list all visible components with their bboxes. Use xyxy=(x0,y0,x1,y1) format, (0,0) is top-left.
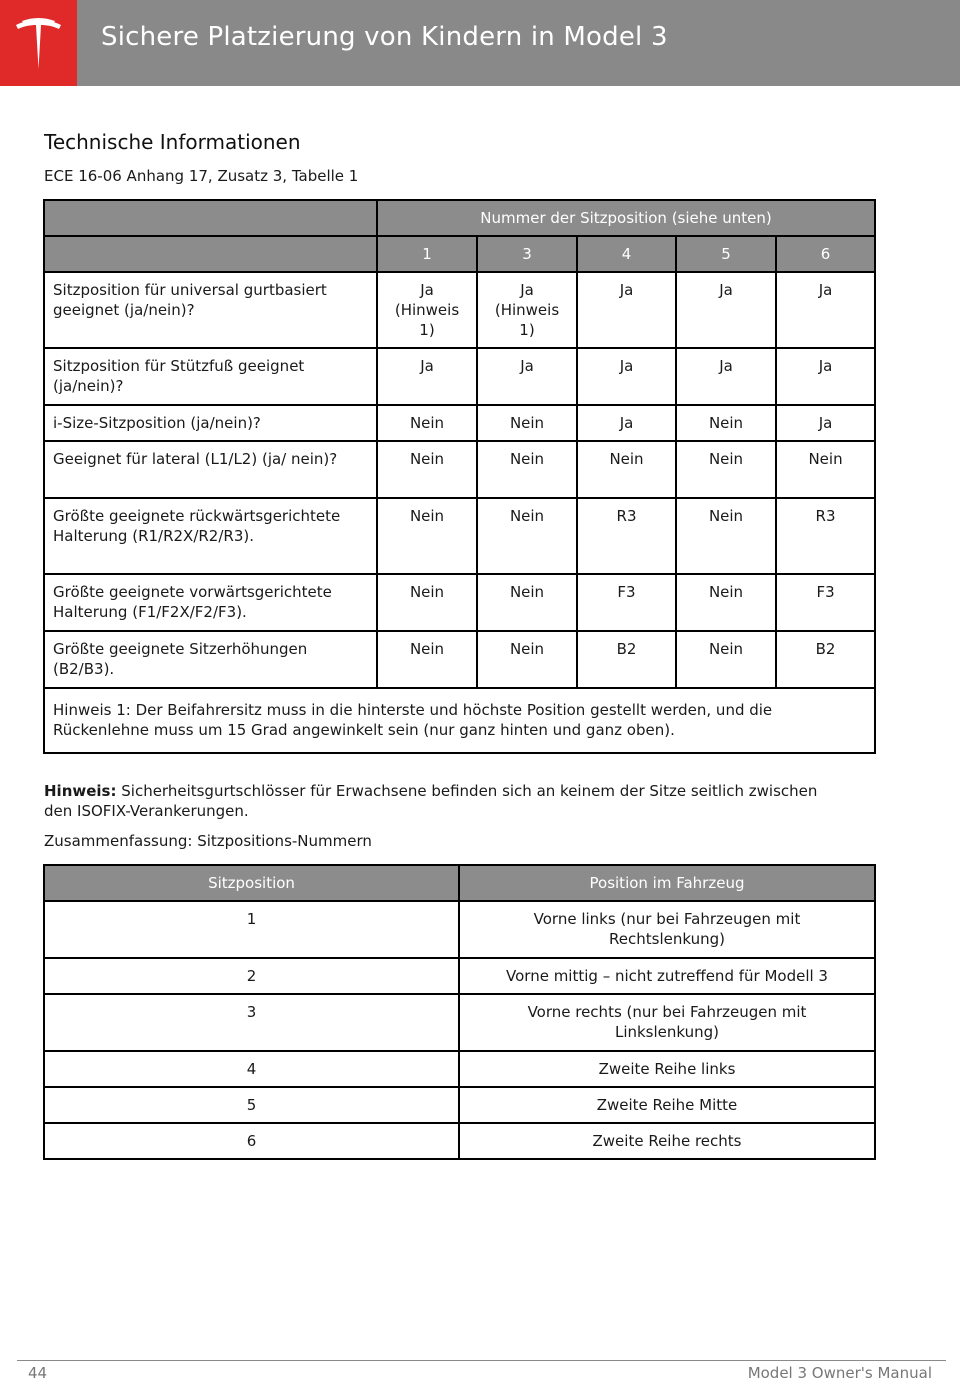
seat-suitability-table xyxy=(43,199,876,754)
summary-heading: Zusammenfassung: Sitzpositions-Nummern xyxy=(44,832,372,850)
cell-value: Nein xyxy=(477,498,577,574)
table-row xyxy=(44,405,875,441)
note-row xyxy=(44,688,875,753)
cell-value: Ja xyxy=(377,348,477,405)
row-label: Größte geeignete vorwärtsgerichtete Halterung (F1/F2X/F2/F3). xyxy=(44,574,377,631)
seat-number-cell: 1 xyxy=(44,901,459,958)
position-cell: Zweite Reihe rechts xyxy=(459,1123,875,1159)
seat-number-cell: 2 xyxy=(44,958,459,994)
cell-value: Ja xyxy=(577,272,676,348)
cell-value: Nein xyxy=(776,441,875,498)
table-row xyxy=(44,348,875,405)
row-label: Größte geeignete Sitzerhöhungen (B2/B3). xyxy=(44,631,377,688)
table-row xyxy=(44,958,875,994)
table-footnote: Hinweis 1: Der Beifahrersitz muss in die hinterste und höchste Position gestellt werden, und die Rückenlehne muss um 15 Grad angewinkelt sein (nur ganz hinten und ganz oben). xyxy=(44,688,875,753)
cell-value: Nein xyxy=(577,441,676,498)
seat-number-cell: 3 xyxy=(44,994,459,1051)
table-row xyxy=(44,441,875,498)
table-row xyxy=(44,1087,875,1123)
seat-number-header: 5 xyxy=(676,236,776,272)
cell-value: Ja xyxy=(577,405,676,441)
cell-value: Nein xyxy=(377,574,477,631)
cell-value: Nein xyxy=(676,405,776,441)
seat-number-header: 4 xyxy=(577,236,676,272)
table-row xyxy=(44,1051,875,1087)
cell-value: Nein xyxy=(477,631,577,688)
table-row xyxy=(44,901,875,958)
page-number: 44 xyxy=(28,1364,48,1382)
cell-value: Ja xyxy=(577,348,676,405)
seat-position-summary-table xyxy=(43,864,876,1160)
cell-value: Nein xyxy=(676,498,776,574)
cell-value: Ja xyxy=(776,348,875,405)
table-row xyxy=(44,994,875,1051)
cell-value: Ja (Hinweis 1) xyxy=(377,272,477,348)
row-label: Größte geeignete rückwärtsgerichtete Halterung (R1/R2X/R2/R3). xyxy=(44,498,377,574)
column-header: Sitzposition xyxy=(44,865,459,901)
column-header: Position im Fahrzeug xyxy=(459,865,875,901)
seat-number-header: 3 xyxy=(477,236,577,272)
cell-value: Ja xyxy=(676,272,776,348)
page-title: Sichere Platzierung von Kindern in Model 3 xyxy=(101,22,668,52)
row-label: Sitzposition für universal gurtbasiert geeignet (ja/nein)? xyxy=(44,272,377,348)
seat-number-group-header: Nummer der Sitzposition (siehe unten) xyxy=(377,200,875,236)
section-subtitle: ECE 16-06 Anhang 17, Zusatz 3, Tabelle 1 xyxy=(44,167,359,185)
cell-value: R3 xyxy=(577,498,676,574)
hinweis-label: Hinweis: xyxy=(44,782,117,800)
table-row xyxy=(44,574,875,631)
cell-value: Nein xyxy=(477,405,577,441)
hinweis-note xyxy=(44,781,844,821)
cell-value: R3 xyxy=(776,498,875,574)
table-row xyxy=(44,272,875,348)
row-label: Geeignet für lateral (L1/L2) (ja/ nein)? xyxy=(44,441,377,498)
cell-value: Nein xyxy=(377,498,477,574)
cell-value: Nein xyxy=(477,574,577,631)
footer-divider xyxy=(17,1360,946,1361)
cell-value: Nein xyxy=(676,631,776,688)
cell-value: B2 xyxy=(577,631,676,688)
position-cell: Vorne mittig – nicht zutreffend für Modell 3 xyxy=(459,958,875,994)
seat-number-header: 6 xyxy=(776,236,875,272)
position-cell: Zweite Reihe Mitte xyxy=(459,1087,875,1123)
position-cell: Vorne links (nur bei Fahrzeugen mit Rechtslenkung) xyxy=(459,901,875,958)
seat-number-cell: 4 xyxy=(44,1051,459,1087)
row-label: i-Size-Sitzposition (ja/nein)? xyxy=(44,405,377,441)
manual-title: Model 3 Owner's Manual xyxy=(747,1364,932,1382)
cell-value: Nein xyxy=(676,574,776,631)
cell-value: Ja xyxy=(477,348,577,405)
seat-number-cell: 6 xyxy=(44,1123,459,1159)
cell-value: B2 xyxy=(776,631,875,688)
cell-value: F3 xyxy=(776,574,875,631)
empty-header-cell xyxy=(44,236,377,272)
tesla-logo-icon xyxy=(0,0,77,86)
seat-number-cell: 5 xyxy=(44,1087,459,1123)
cell-value: F3 xyxy=(577,574,676,631)
cell-value: Ja xyxy=(776,405,875,441)
cell-value: Nein xyxy=(676,441,776,498)
seat-number-row xyxy=(44,236,875,272)
cell-value: Ja (Hinweis 1) xyxy=(477,272,577,348)
position-cell: Vorne rechts (nur bei Fahrzeugen mit Linkslenkung) xyxy=(459,994,875,1051)
table-row xyxy=(44,498,875,574)
seat-number-header: 1 xyxy=(377,236,477,272)
cell-value: Nein xyxy=(477,441,577,498)
section-heading: Technische Informationen xyxy=(44,130,301,154)
cell-value: Ja xyxy=(776,272,875,348)
cell-value: Nein xyxy=(377,631,477,688)
table-row xyxy=(44,1123,875,1159)
page-header xyxy=(0,0,960,86)
empty-header-cell xyxy=(44,200,377,236)
position-cell: Zweite Reihe links xyxy=(459,1051,875,1087)
table-header-row xyxy=(44,865,875,901)
hinweis-text: Sicherheitsgurtschlösser für Erwachsene befinden sich an keinem der Sitze seitlich zwischen den ISOFIX-Verankerungen. xyxy=(44,782,818,820)
cell-value: Ja xyxy=(676,348,776,405)
table-header-row xyxy=(44,200,875,236)
cell-value: Nein xyxy=(377,441,477,498)
table-row xyxy=(44,631,875,688)
row-label: Sitzposition für Stützfuß geeignet (ja/nein)? xyxy=(44,348,377,405)
cell-value: Nein xyxy=(377,405,477,441)
